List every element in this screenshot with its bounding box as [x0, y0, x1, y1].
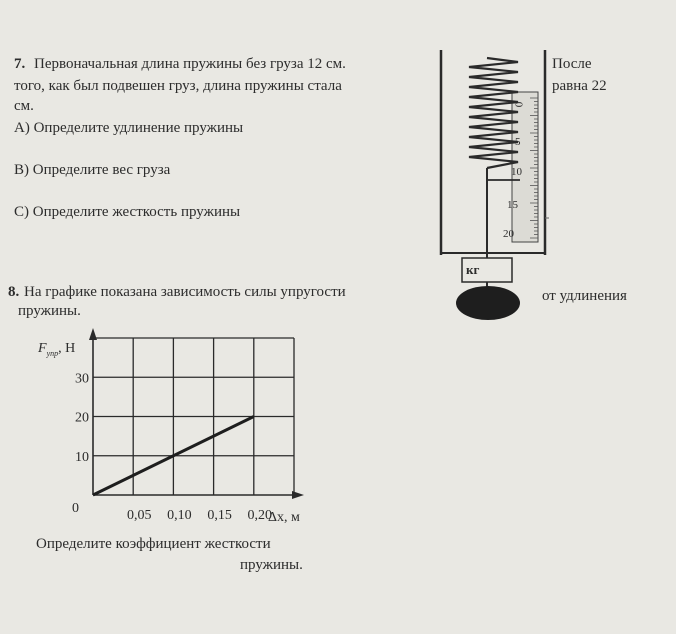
x-tick-label: 0,10	[167, 508, 192, 523]
task8-line1: На графике показана зависимость силы упругости	[24, 284, 346, 300]
scale-mark-5: 5	[515, 136, 521, 148]
x-tick-label: 0,15	[207, 508, 232, 523]
task8-number: 8.	[8, 284, 20, 300]
scale-mark-10: 10	[511, 166, 522, 178]
task7-question-b: B) Определите вес груза	[14, 162, 171, 178]
task8-line2: пружины.	[18, 303, 81, 319]
x-tick-label: 0,20	[247, 508, 273, 523]
origin-label: 0	[72, 501, 79, 516]
task7-line3: см.	[14, 98, 34, 114]
task7-line2: того, как был подвешен груз, длина пружины стала	[14, 78, 342, 94]
unit-label: кг	[466, 262, 480, 277]
task7-line2-right: равна 22	[552, 78, 607, 94]
scale-mark-0: 0	[512, 101, 525, 108]
task7-question-c: C) Определите жесткость пружины	[14, 204, 241, 220]
task7-number: 7.	[14, 56, 26, 72]
scale-mark-20: 20	[503, 228, 514, 240]
y-axis-arrow	[89, 328, 97, 340]
task8-footer-line2: пружины.	[240, 557, 303, 573]
task7-question-a: A) Определите удлинение пружины	[14, 120, 244, 136]
x-axis-arrow	[292, 491, 304, 499]
y-tick-label: 10	[75, 449, 89, 465]
y-axis-label: $F_{упр}$, Н	[38, 341, 76, 358]
task8-footer-line1: Определите коэффициент жесткости	[36, 536, 271, 552]
scale-mark-15: 15	[507, 199, 518, 211]
x-tick-label: 0,05	[126, 508, 152, 523]
task7-line1: Первоначальная длина пружины без груза 12 см.	[34, 56, 346, 72]
task8-line1-right: от удлинения	[542, 288, 627, 304]
y-tick-label: 30	[75, 371, 89, 387]
x-axis-label: Δx, м	[268, 510, 300, 525]
task7-line1-right: После	[552, 56, 592, 72]
y-tick-label: 20	[75, 410, 89, 426]
